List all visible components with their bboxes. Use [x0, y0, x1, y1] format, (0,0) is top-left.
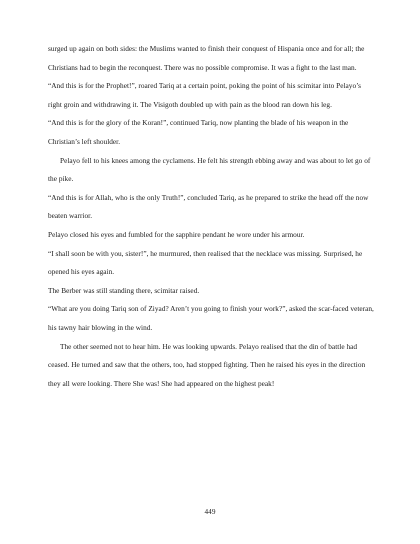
- paragraph-she-appeared: The other seemed not to hear him. He was looking upwards. Pelayo realised that the din of battle had ceased. He turned and saw that the others, too, had stopped fighting. Then he raised his eyes in the direction they all were looking. There She was! She had appeared on the highest peak!: [48, 341, 366, 388]
- paragraph-sister: “I shall soon be with you, sister!”, he murmured, then realised that the necklace was missing. Surprised, he opened his eyes again.: [48, 248, 363, 277]
- paragraph-koran: “And this is for the glory of the Koran!”, continued Tariq, now planting the blade of his weapon in the Christian’s left shoulder.: [48, 118, 349, 146]
- paragraph-continuation: surged up again on both sides: the Muslims wanted to finish their conquest of Hispania once and for all; the Christians had to begin the reconquest. There was no possible compromise. It was a fight to the last man.: [48, 44, 365, 72]
- body-text: [48, 40, 374, 393]
- page-number: 449: [204, 507, 216, 516]
- paragraph-pelayo-falls: Pelayo fell to his knees among the cyclamens. He felt his strength ebbing away and was about to let go of the pike.: [48, 155, 371, 184]
- paragraph-veteran: “What are you doing Tariq son of Ziyad? Aren’t you going to finish your work?”, asked the scar-faced veteran, his tawny hair blowing in the wind.: [48, 304, 374, 332]
- paragraph-allah: “And this is for Allah, who is the only Truth!”, concluded Tariq, as he prepared to strike the head off the now beaten warrior.: [48, 192, 369, 221]
- paragraph-berber: The Berber was still standing there, scimitar raised.: [48, 285, 200, 295]
- paragraph-prophet: “And this is for the Prophet!”, roared Tariq at a certain point, poking the point of his scimitar into Pelayo’s right groin and withdrawing it. The Visigoth doubled up with pain as the blood ran down his leg.: [48, 81, 362, 109]
- paragraph-pendant: Pelayo closed his eyes and fumbled for the sapphire pendant he wore under his armour.: [48, 229, 305, 239]
